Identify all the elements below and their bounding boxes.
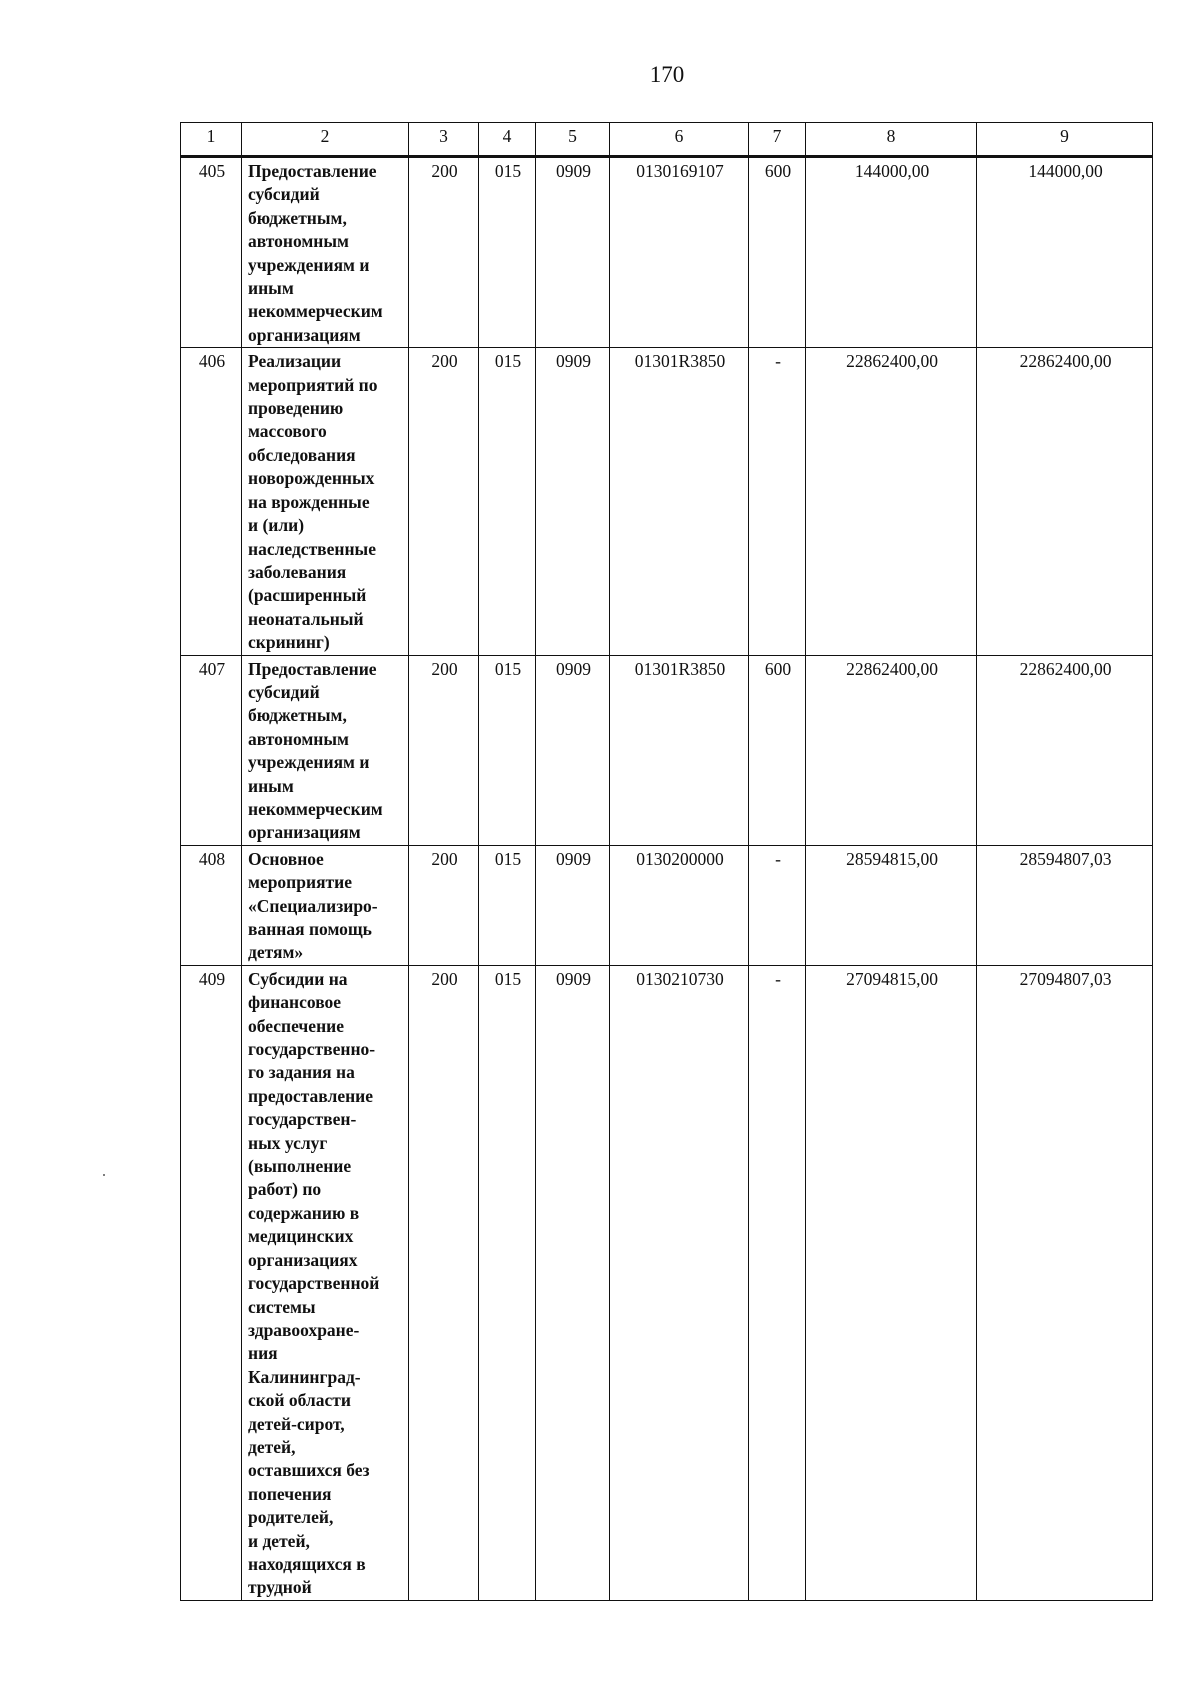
row-name-line: детей, xyxy=(248,1436,296,1457)
cell-col3: 200 xyxy=(409,157,479,348)
row-name-line: и (или) xyxy=(248,515,305,536)
row-number-cell: 405 xyxy=(181,157,242,348)
row-name-line: Калининград- xyxy=(248,1366,361,1387)
table-body xyxy=(181,157,1153,1601)
cell-col9-amount: 22862400,00 xyxy=(977,348,1153,655)
row-number-cell: 406 xyxy=(181,348,242,655)
cell-col6-code: 0130210730 xyxy=(610,965,749,1600)
row-name-line: детей-сирот, xyxy=(248,1413,345,1434)
cell-col9-amount: 22862400,00 xyxy=(977,655,1153,845)
row-name-line: (выполнение xyxy=(248,1156,352,1177)
col-header-6: 6 xyxy=(610,123,749,157)
cell-col7: - xyxy=(749,965,806,1600)
row-name-line: трудной xyxy=(248,1577,312,1598)
cell-col5: 0909 xyxy=(536,157,610,348)
row-name-line: ния xyxy=(248,1343,278,1364)
row-name-line: содержанию в xyxy=(248,1202,360,1223)
row-name-line: бюджетным, xyxy=(248,207,347,228)
table-row xyxy=(181,157,1153,348)
row-name-line: го задания на xyxy=(248,1062,355,1083)
row-name-line: мероприятие xyxy=(248,872,352,893)
row-name-cell xyxy=(242,845,409,965)
cell-col6-code: 01301R3850 xyxy=(610,655,749,845)
cell-col8-amount: 22862400,00 xyxy=(806,348,977,655)
table-row xyxy=(181,965,1153,1600)
row-name-line: организациям xyxy=(248,324,361,345)
row-name-line: финансовое xyxy=(248,992,342,1013)
row-name-line: Реализации xyxy=(248,351,342,372)
col-header-5: 5 xyxy=(536,123,610,157)
row-name-line: субсидий xyxy=(248,681,320,702)
cell-col6-code: 0130169107 xyxy=(610,157,749,348)
row-name-line: Предоставление xyxy=(248,658,377,679)
row-name-cell xyxy=(242,965,409,1600)
col-header-1: 1 xyxy=(181,123,242,157)
row-name-line: оставшихся без xyxy=(248,1460,370,1481)
row-number-cell: 408 xyxy=(181,845,242,965)
cell-col8-amount: 144000,00 xyxy=(806,157,977,348)
cell-col3: 200 xyxy=(409,348,479,655)
row-name-line: находящихся в xyxy=(248,1553,366,1574)
cell-col4: 015 xyxy=(479,845,536,965)
cell-col4: 015 xyxy=(479,348,536,655)
row-name-line: работ) по xyxy=(248,1179,322,1200)
row-name-cell xyxy=(242,655,409,845)
row-name-line: государственно- xyxy=(248,1039,376,1060)
row-name-line: родителей, xyxy=(248,1507,334,1528)
col-header-7: 7 xyxy=(749,123,806,157)
cell-col3: 200 xyxy=(409,845,479,965)
row-name-cell xyxy=(242,348,409,655)
row-name-line: автономным xyxy=(248,728,349,749)
cell-col7: 600 xyxy=(749,655,806,845)
cell-col4: 015 xyxy=(479,655,536,845)
scan-speck xyxy=(103,1174,105,1176)
row-name-line: обеспечение xyxy=(248,1015,345,1036)
row-name-line: Предоставление xyxy=(248,161,377,181)
cell-col5: 0909 xyxy=(536,348,610,655)
budget-table xyxy=(180,122,1153,1601)
row-name-line: иным xyxy=(248,775,294,796)
cell-col3: 200 xyxy=(409,965,479,1600)
row-name-line: автономным xyxy=(248,231,349,252)
row-name-line: здравоохране- xyxy=(248,1319,360,1340)
row-name-line: детям» xyxy=(248,942,304,963)
table-row xyxy=(181,348,1153,655)
cell-col5: 0909 xyxy=(536,845,610,965)
row-name-line: некоммерческим xyxy=(248,798,383,819)
cell-col5: 0909 xyxy=(536,655,610,845)
row-name-line: системы xyxy=(248,1296,316,1317)
row-name-line: Субсидии на xyxy=(248,968,348,989)
cell-col5: 0909 xyxy=(536,965,610,1600)
row-name-cell xyxy=(242,157,409,348)
row-name-line: мероприятий по xyxy=(248,374,378,395)
row-name-line: учреждениям и xyxy=(248,752,370,773)
row-name-line: попечения xyxy=(248,1483,332,1504)
row-name-line: ных услуг xyxy=(248,1132,328,1153)
header-row xyxy=(181,123,1153,157)
col-header-9: 9 xyxy=(977,123,1153,157)
row-name-line: и детей, xyxy=(248,1530,310,1551)
col-header-3: 3 xyxy=(409,123,479,157)
row-name-line: иным xyxy=(248,278,294,299)
row-name-line: на врожденные xyxy=(248,491,370,512)
row-name-line: бюджетным, xyxy=(248,705,347,726)
row-name-line: массового xyxy=(248,421,327,442)
row-name-line: наследственные xyxy=(248,538,376,559)
row-name-line: учреждениям и xyxy=(248,254,370,275)
cell-col9-amount: 28594807,03 xyxy=(977,845,1153,965)
row-number-cell: 407 xyxy=(181,655,242,845)
row-name-line: (расширенный xyxy=(248,585,367,606)
cell-col4: 015 xyxy=(479,965,536,1600)
cell-col9-amount: 144000,00 xyxy=(977,157,1153,348)
row-name-line: государственной xyxy=(248,1273,380,1294)
row-name-line: некоммерческим xyxy=(248,301,383,322)
col-header-2: 2 xyxy=(242,123,409,157)
row-name-line: скрининг) xyxy=(248,632,330,653)
row-number-cell: 409 xyxy=(181,965,242,1600)
cell-col8-amount: 27094815,00 xyxy=(806,965,977,1600)
row-name-line: государствен- xyxy=(248,1109,357,1130)
col-header-4: 4 xyxy=(479,123,536,157)
row-name-line: медицинских xyxy=(248,1226,354,1247)
table-row xyxy=(181,655,1153,845)
cell-col8-amount: 22862400,00 xyxy=(806,655,977,845)
cell-col4: 015 xyxy=(479,157,536,348)
row-name-line: ванная помощь xyxy=(248,919,372,939)
row-name-line: проведению xyxy=(248,398,344,419)
cell-col8-amount: 28594815,00 xyxy=(806,845,977,965)
row-name-line: обследования xyxy=(248,444,356,465)
table-row xyxy=(181,845,1153,965)
row-name-line: предоставление xyxy=(248,1085,374,1106)
row-name-line: организациям xyxy=(248,822,361,843)
row-name-line: ской области xyxy=(248,1390,351,1411)
row-name-line: организациях xyxy=(248,1249,358,1270)
cell-col9-amount: 27094807,03 xyxy=(977,965,1153,1600)
cell-col3: 200 xyxy=(409,655,479,845)
cell-col6-code: 01301R3850 xyxy=(610,348,749,655)
col-header-8: 8 xyxy=(806,123,977,157)
cell-col7: - xyxy=(749,845,806,965)
row-name-line: заболевания xyxy=(248,561,347,582)
row-name-line: «Специализиро- xyxy=(248,895,378,916)
row-name-line: субсидий xyxy=(248,184,320,205)
row-name-line: новорожденных xyxy=(248,468,375,489)
row-name-line: неонатальный xyxy=(248,608,364,629)
cell-col6-code: 0130200000 xyxy=(610,845,749,965)
row-name-line: Основное xyxy=(248,848,324,869)
cell-col7: - xyxy=(749,348,806,655)
page-number: 170 xyxy=(649,62,685,87)
cell-col7: 600 xyxy=(749,157,806,348)
